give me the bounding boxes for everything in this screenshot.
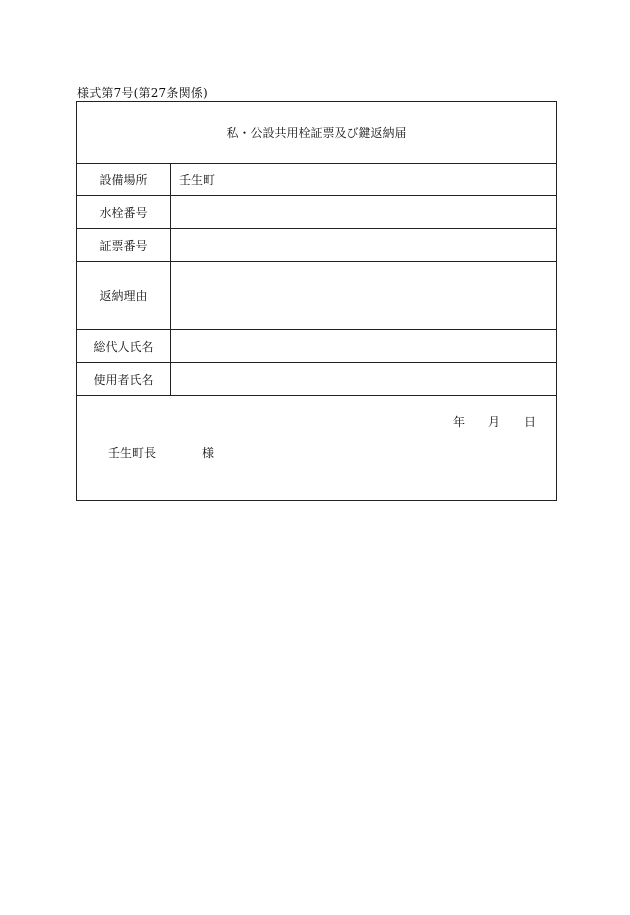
addressee: 壬生町長 — [108, 446, 157, 460]
date-year-label: 年 — [453, 415, 466, 429]
notification-form — [76, 101, 557, 501]
honorific: 様 — [202, 446, 215, 460]
form-title: 私・公設共用栓証票及び鍵返納届 — [77, 102, 556, 164]
row-representative-name — [77, 330, 556, 363]
row-label: 証票番号 — [77, 229, 171, 261]
date-month-label: 月 — [488, 415, 501, 429]
row-label: 設備場所 — [77, 163, 171, 195]
row-faucet-number — [77, 196, 556, 229]
row-label: 返納理由 — [77, 262, 171, 329]
facility-location-value[interactable]: 壬生町 — [179, 172, 216, 187]
row-certificate-number — [77, 229, 556, 262]
row-return-reason — [77, 262, 556, 330]
row-label: 水栓番号 — [77, 196, 171, 228]
row-facility-location — [77, 163, 556, 196]
row-label: 総代人氏名 — [77, 330, 171, 362]
form-number: 様式第7号(第27条関係) — [77, 86, 208, 100]
row-user-name — [77, 363, 556, 396]
date-day-label: 日 — [524, 415, 537, 429]
row-label: 使用者氏名 — [77, 363, 171, 395]
